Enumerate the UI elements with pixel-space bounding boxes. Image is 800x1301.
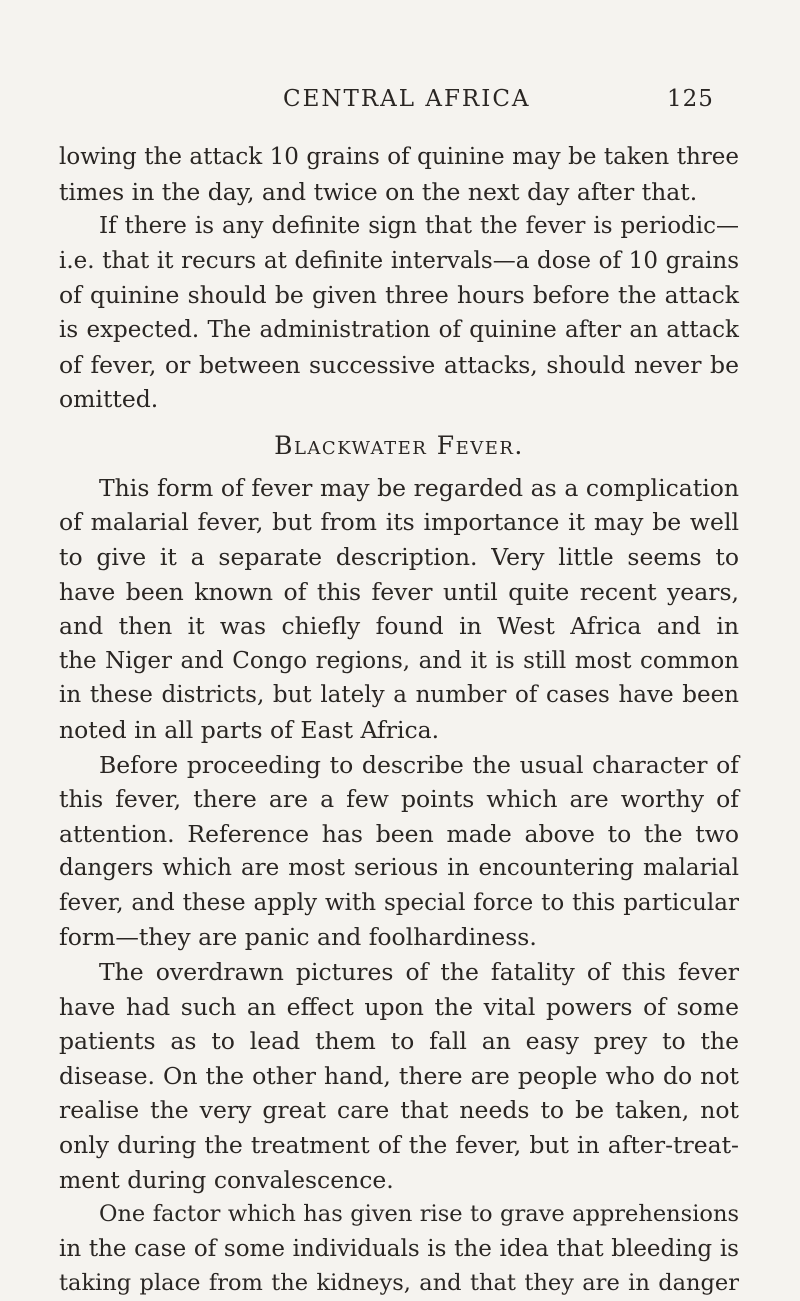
text-line: is expected. The administration of quinine after an attack [59, 316, 739, 343]
text-line: of quinine should be given three hours before the attack [59, 281, 739, 310]
text-line: in the case of some individuals is the idea that bleeding is [59, 1235, 739, 1262]
text-line: in these districts, but lately a number of cases have been [59, 682, 739, 709]
text-line: The overdrawn pictures of the fatality of this fever [99, 958, 739, 987]
text-line: omitted. [59, 385, 159, 414]
text-line: i.e. that it recurs at definite intervals—a dose of 10 grains [59, 247, 739, 274]
text-line: have been known of this fever until quite recent years, [59, 577, 739, 606]
text-line: patients as to lead them to fall an easy prey to the [59, 1027, 739, 1056]
text-line: noted in all parts of East Africa. [59, 715, 440, 744]
text-line: dangers which are most serious in encountering malarial [59, 855, 739, 882]
text-line: only during the treatment of the fever, but in after-treat- [59, 1131, 739, 1160]
text-line: One factor which has given rise to grave apprehensions [99, 1201, 739, 1228]
text-line: the Niger and Congo regions, and it is still most common [59, 647, 739, 674]
text-line: of fever, or between successive attacks, should never be [59, 350, 739, 379]
page-number: 125 [667, 86, 714, 112]
body-text [59, 140, 739, 1301]
text-line: have had such an effect upon the vital powers of some [59, 992, 739, 1021]
text-line: this fever, there are a few points which are worthy of [59, 785, 739, 814]
text-line: fever, and these apply with special force to this particular [59, 889, 739, 916]
text-line: If there is any definite sign that the fever is periodic— [99, 213, 739, 240]
running-title: CENTRAL AFRICA [283, 86, 531, 112]
text-line: lowing the attack 10 grains of quinine may be taken three [59, 144, 739, 170]
text-line: ment during convalescence. [59, 1165, 394, 1194]
text-line: Before proceeding to describe the usual character of [99, 750, 739, 779]
paragraph-overdrawn-pictures [59, 955, 739, 1197]
text-line: attention. Reference has been made above to the two [59, 819, 739, 848]
text-line: form—they are panic and foolhardiness. [59, 923, 537, 952]
text-line: This form of fever may be regarded as a complication [99, 473, 739, 502]
paragraph-bleeding-apprehension [59, 1197, 739, 1301]
paragraph-points-of-attention [59, 748, 739, 956]
paragraph-quinine-continued [59, 140, 739, 209]
text-line: to give it a separate description. Very little seems to [59, 542, 739, 571]
running-head [0, 86, 800, 116]
paragraph-periodic-fever [59, 209, 739, 417]
text-line: disease. On the other hand, there are people who do not [59, 1061, 739, 1090]
paragraph-blackwater-intro [59, 471, 739, 748]
text-line: and then it was chiefly found in West Africa and in [59, 612, 739, 641]
text-line: of malarial fever, but from its importance it may be well [59, 508, 739, 537]
text-line: realise the very great care that needs to be taken, not [59, 1096, 739, 1125]
section-heading: Blackwater Fever. [274, 430, 524, 460]
text-line: taking place from the kidneys, and that they are in danger [59, 1270, 739, 1297]
text-line: times in the day, and twice on the next day after that. [59, 177, 698, 206]
